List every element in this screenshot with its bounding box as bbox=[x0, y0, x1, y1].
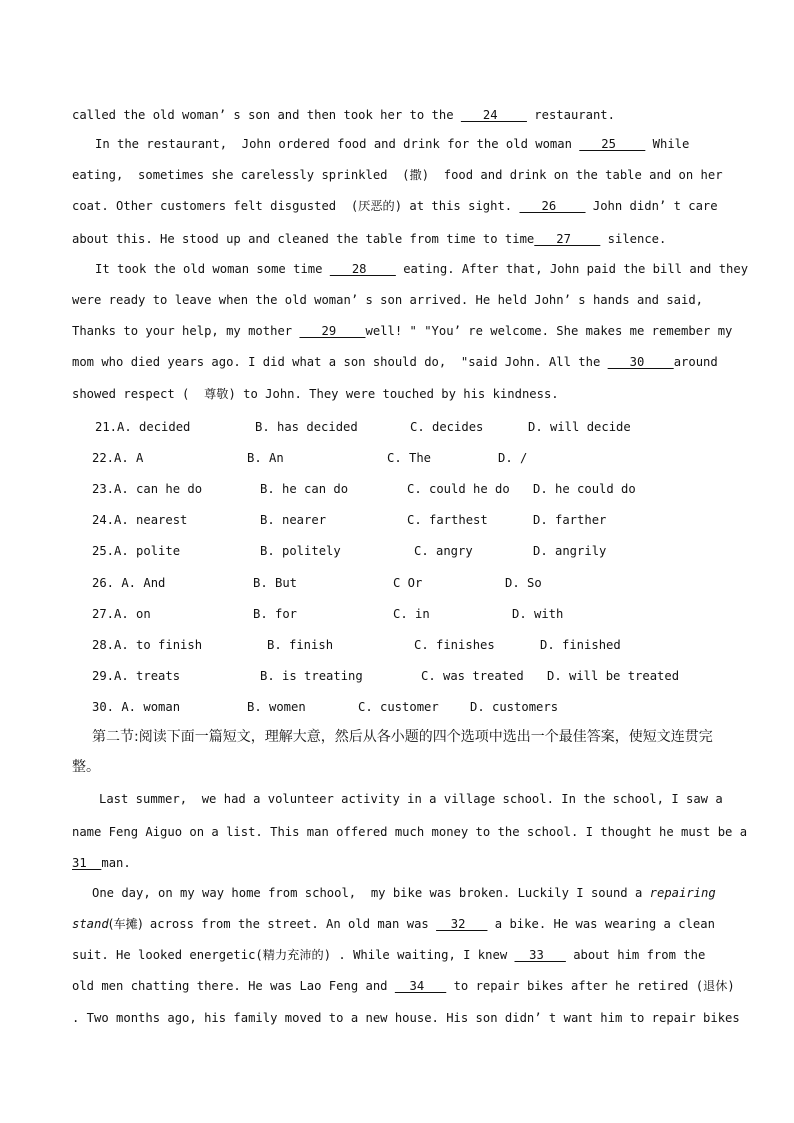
question-25-c: C. angry bbox=[414, 544, 473, 558]
question-30-c: C. customer bbox=[358, 700, 439, 714]
question-27-a: 27.A. on bbox=[92, 607, 151, 621]
question-22-a: 22.A. A bbox=[92, 451, 144, 465]
passage1-line: Thanks to your help, my mother 29 well! " "You’ re welcome. She makes me remember my bbox=[72, 324, 733, 338]
question-30-b: B. women bbox=[247, 700, 306, 714]
question-28-a: 28.A. to finish bbox=[92, 638, 203, 652]
question-26-d: D. So bbox=[505, 576, 542, 590]
blank-31: 31 bbox=[72, 856, 102, 870]
passage2-line: . Two months ago, his family moved to a new house. His son didn’ t want him to repair bikes bbox=[72, 1011, 740, 1025]
question-24-a: 24.A. nearest bbox=[92, 513, 188, 527]
question-28-d: D. finished bbox=[540, 638, 621, 652]
question-27-b: B. for bbox=[253, 607, 298, 621]
passage2-line: Last summer, we had a volunteer activity in a village school. In the school, I saw a bbox=[99, 792, 723, 806]
blank-29: 29 bbox=[299, 324, 366, 338]
passage1-line: called the old woman’ s son and then took her to the 24 restaurant. bbox=[72, 108, 615, 122]
question-29-c: C. was treated bbox=[421, 669, 524, 683]
question-21-c: C. decides bbox=[410, 420, 484, 434]
question-26-c: C Or bbox=[393, 576, 423, 590]
question-22-b: B. An bbox=[247, 451, 284, 465]
passage2-line: name Feng Aiguo on a list. This man offered much money to the school. I thought he must be a bbox=[72, 825, 748, 839]
blank-34: 34 bbox=[394, 979, 447, 993]
blank-33: 33 bbox=[514, 948, 566, 962]
passage1-line: showed respect ( 尊敬) to John. They were touched by his kindness. bbox=[72, 387, 559, 401]
passage1-line: about this. He stood up and cleaned the table from time to time 27 silence. bbox=[72, 232, 667, 246]
question-30-a: 30. A. woman bbox=[92, 700, 181, 714]
passage2-line: stand(车摊) across from the street. An old man was 32 a bike. He was wearing a clean bbox=[72, 917, 715, 931]
blank-27: 27 bbox=[534, 232, 601, 246]
question-28-b: B. finish bbox=[267, 638, 334, 652]
question-26-a: 26. A. And bbox=[92, 576, 166, 590]
question-23-a: 23.A. can he do bbox=[92, 482, 203, 496]
question-24-d: D. farther bbox=[533, 513, 607, 527]
question-25-d: D. angrily bbox=[533, 544, 607, 558]
passage2-line: One day, on my way home from school, my bike was broken. Luckily I sound a repairing bbox=[92, 886, 716, 900]
question-22-c: C. The bbox=[387, 451, 432, 465]
passage1-line: mom who died years ago. I did what a son should do, "said John. All the 30 around bbox=[72, 355, 718, 369]
blank-32: 32 bbox=[436, 917, 488, 931]
question-30-d: D. customers bbox=[470, 700, 559, 714]
question-29-d: D. will be treated bbox=[547, 669, 680, 683]
passage1-line: eating, sometimes she carelessly sprinkled (撒) food and drink on the table and on her bbox=[72, 168, 723, 182]
question-24-b: B. nearer bbox=[260, 513, 327, 527]
passage1-line: In the restaurant, John ordered food and drink for the old woman 25 While bbox=[95, 137, 690, 151]
question-23-c: C. could he do bbox=[407, 482, 510, 496]
blank-28: 28 bbox=[329, 262, 396, 276]
section-heading-cont: 整。 bbox=[72, 759, 100, 775]
question-24-c: C. farthest bbox=[407, 513, 488, 527]
passage1-line: coat. Other customers felt disgusted (厌恶的) at this sight. 26 John didn’ t care bbox=[72, 199, 718, 213]
question-23-d: D. he could do bbox=[533, 482, 636, 496]
blank-30: 30 bbox=[607, 355, 674, 369]
question-29-b: B. is treating bbox=[260, 669, 363, 683]
blank-24: 24 bbox=[460, 108, 527, 122]
passage2-line: 31 man. bbox=[72, 856, 131, 870]
question-21-a: 21.A. decided bbox=[95, 420, 191, 434]
question-26-b: B. But bbox=[253, 576, 298, 590]
question-25-b: B. politely bbox=[260, 544, 341, 558]
question-25-a: 25.A. polite bbox=[92, 544, 181, 558]
question-27-d: D. with bbox=[512, 607, 564, 621]
question-22-d: D. / bbox=[498, 451, 528, 465]
passage2-line: suit. He looked energetic(精力充沛的) . While waiting, I knew 33 about him from the bbox=[72, 948, 706, 962]
blank-26: 26 bbox=[519, 199, 586, 213]
blank-25: 25 bbox=[579, 137, 646, 151]
passage1-line: were ready to leave when the old woman’ s son arrived. He held John’ s hands and said, bbox=[72, 293, 704, 307]
question-23-b: B. he can do bbox=[260, 482, 349, 496]
question-29-a: 29.A. treats bbox=[92, 669, 181, 683]
question-21-b: B. has decided bbox=[255, 420, 358, 434]
section-heading: 第二节:阅读下面一篇短文，理解大意，然后从各小题的四个选项中选出一个最佳答案，使短文连贯完 bbox=[92, 729, 713, 745]
question-27-c: C. in bbox=[393, 607, 430, 621]
question-28-c: C. finishes bbox=[414, 638, 495, 652]
passage1-line: It took the old woman some time 28 eating. After that, John paid the bill and they bbox=[95, 262, 749, 276]
passage2-line: old men chatting there. He was Lao Feng and 34 to repair bikes after he retired (退休) bbox=[72, 979, 735, 993]
question-21-d: D. will decide bbox=[528, 420, 631, 434]
